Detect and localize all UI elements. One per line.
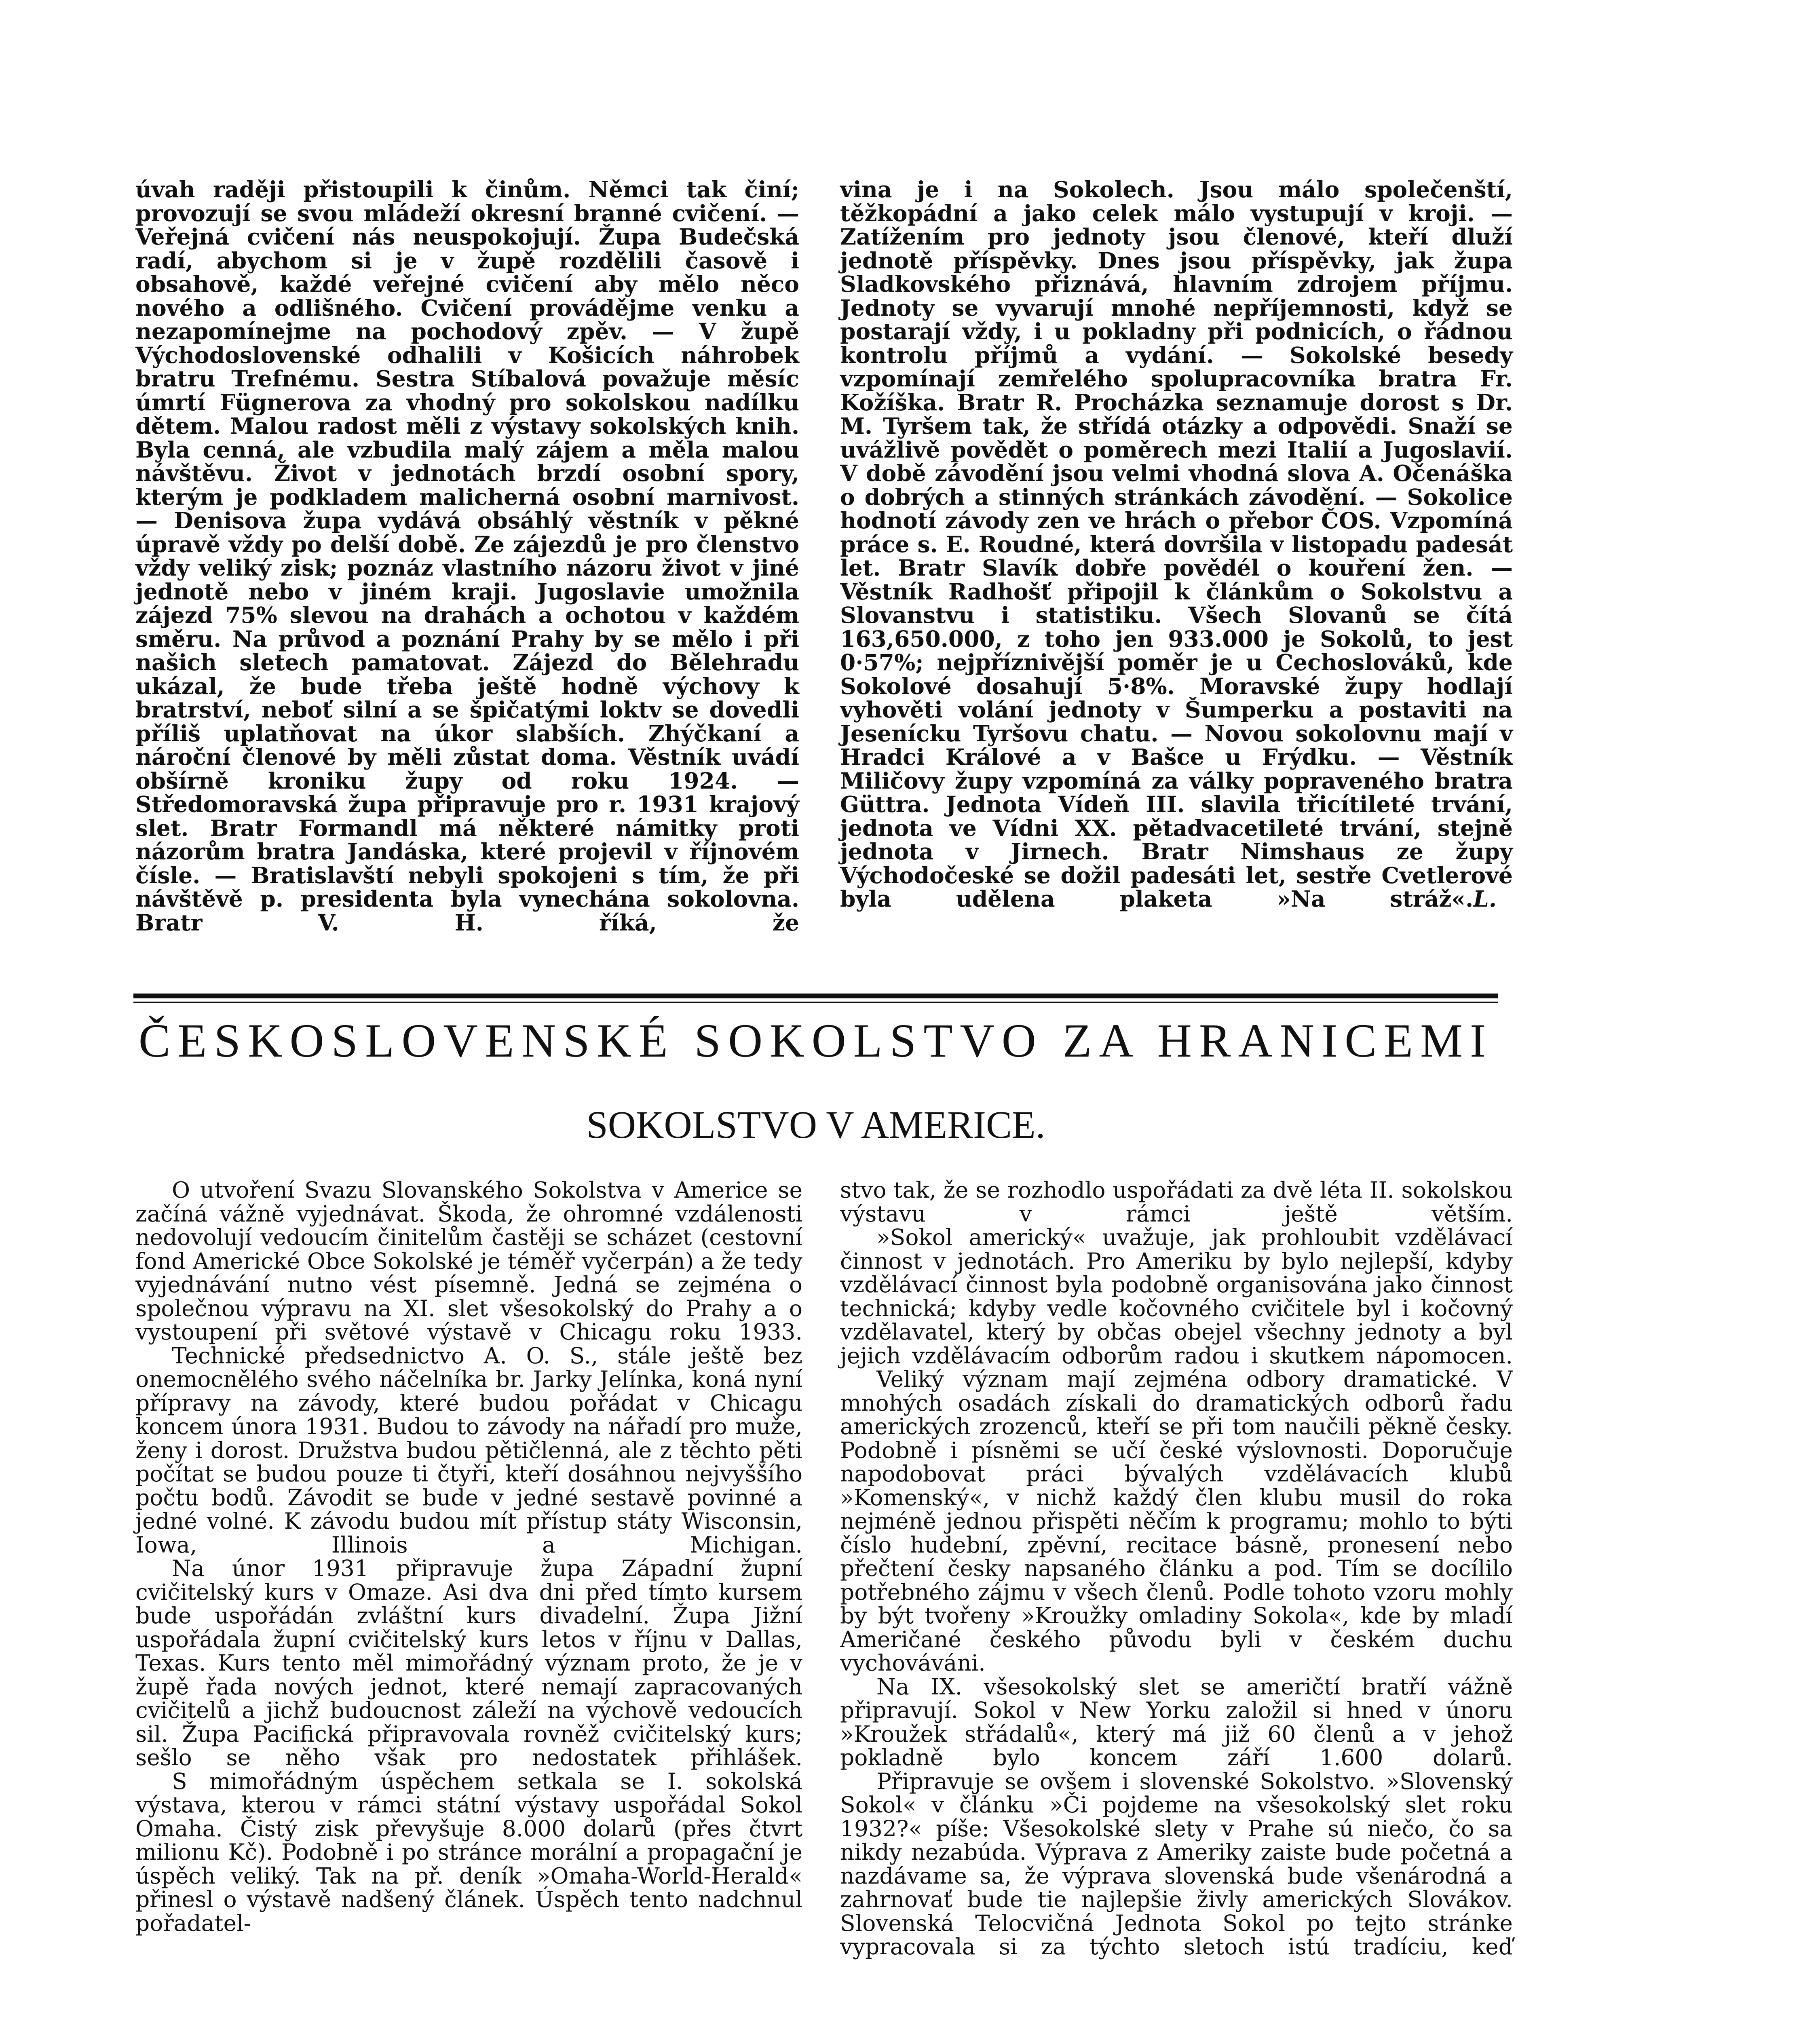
- signature: L.: [1473, 886, 1497, 912]
- section-rule-thick: [133, 994, 1498, 998]
- article-paragraph: Připravuje se ovšem i slovenské Sokolstvo. »Slovenský Sokol« v článku »Či pojdeme na všesokolský slet roku 1932?« píše: Všesokolské slety v Prahe sú niečo, čo sa nikdy nezabúda. Výprava z Ameriky zaiste bude početná a nazdávame sa, že výprava slovenská bude všenárodná a zahrnovať bude tie najlepšie živly amerických Slovákov. Slovenská Telocvičná Jednota Sokol po tejto stránke vypracovala si za týchto sletoch istú tradíciu, keď: [840, 1768, 1513, 1960]
- article-right-column: [840, 1178, 1513, 1959]
- top-right-column: [840, 178, 1513, 911]
- section-rule-thin: [133, 1002, 1498, 1003]
- article-left-column: [135, 1178, 802, 1935]
- top-left-text: úvah raději přistoupili k činům. Němci tak činí; provozují se svou mládeží okresní branné cvičení. — Veřejná cvičení nás neuspokojují. Župa Budečská radí, abychom si je v župě rozdělili časově i obsahově, každé veřejné cvičení aby mělo něco nového a odlišného. Cvičení provádějme venku a nezapomínejme na pochodový zpěv. — V župě Východoslovenské odhalili v Košicích náhrobek bratru Trefnému. Sestra Stíbalová považuje měsíc úmrtí Fügnerova za vhodný pro sokolskou nadílku dětem. Malou radost měli z výstavy sokolských knih. Byla cenná, ale vzbudila malý zájem a měla malou návštěvu. Život v jednotách brzdí osobní spory, kterým je podkladem malicherná osobní marnivost. — Denisova župa vydává obsáhlý věstník v pěkné úpravě vždy po delší době. Ze zájezdů je pro členstvo vždy veliký zisk; poznáz vlastního názoru život v jiné jednotě nebo v jiném kraji. Jugoslavie umožnila zájezd 75% slevou na drahách a ochotou v každém směru. Na průvod a poznání Prahy by se mělo i při našich sletech pamatovat. Zájezd do Bělehradu ukázal, že bude třeba ještě hodně výchovy k bratrství, neboť silní a se špičatými loktv se dovedli příliš uplatňovat na úkor slabších. Zhýčkaní a nároční členové by měli zůstat doma. Věstník uvádí obšírně kroniku župy od roku 1924. — Středomoravská župa připravuje pro r. 1931 krajový slet. Bratr Formandl má některé námitky proti názorům bratra Jandáska, které projevil v říjnovém čísle. — Bratislavští nebyli spokojeni s tím, že při návštěvě p. presidenta byla vynechána sokolovna. Bratr V. H. říká, že: [135, 176, 799, 936]
- top-right-body: vina je i na Sokolech. Jsou málo společenští, těžkopádní a jako celek málo vystupují v kroji. — Zatížením pro jednoty jsou členové, kteří dluží jednotě příspěvky. Dnes jsou příspěvky, jak župa Sladkovského přiznává, hlavním zdrojem příjmu. Jednoty se vyvarují mnohé nepříjemnosti, když se postarají vždy, i u pokladny při podnicích, o řádnou kontrolu příjmů a vydání. — Sokolské besedy vzpomínají zemřelého spolupracovníka bratra Fr. Kožíška. Bratr R. Procházka seznamuje dorost s Dr. M. Tyršem tak, že střídá otázky a odpovědi. Snaží se uvážlivě povědět o poměrech mezi Italií a Jugoslavií. V době závodění jsou velmi vhodná slova A. Očenáška o dobrých a stinných stránkách závodění. — Sokolice hodnotí závody zen ve hrách o přebor ČOS. Vzpomíná práce s. E. Roudné, která dovršila v listopadu padesát let. Bratr Slavík dobře povědél o kouření žen. — Věstník Radhošť připojil k článkům o Sokolstvu a Slovanstvu i statistiku. Všech Slovanů se čítá 163,650.000, z toho jen 933.000 je Sokolů, to jest 0·57%; nejpříznivější poměr je u Čechoslováků, kde Sokolové dosahují 5·8%. Moravské župy hodlají vyhověti volání jednoty v Šumperku a postaviti na Jesenícku Tyršovu chatu. — Novou sokolovnu mají v Hradci Králové a v Bašce u Frýdku. — Věstník Miličovy župy vzpomíná za války popraveného bratra Güttra. Jednota Vídeň III. slavila třicítileté trvání, jednota ve Vídni XX. pětadvacetileté trvání, stejně jednota v Jirnech. Bratr Nimshaus ze župy Východočeské se dožil padesáti let, sestře Cvetlerové byla udělena plaketa »Na stráž«.: [840, 176, 1513, 912]
- article-title: SOKOLSTVO V AMERICE.: [586, 1103, 1045, 1146]
- article-paragraph: S mimořádným úspěchem setkala se I. sokolská výstava, kterou v rámci státní výstavy uspořádal Sokol Omaha. Čistý zisk převyšuje 8.000 dolarů (přes čtvrt milionu Kč). Podobně i po stránce morální a propagační je úspěch veliký. Tak na př. deník »Omaha-World-Herald« přinesl o výstavě nadšený článek. Úspěch tento nadchnul pořadatel-: [135, 1768, 802, 1936]
- article-paragraph: O utvoření Svazu Slovanského Sokolstva v Americe se začíná vážně vyjednávat. Škoda, že ohromné vzdálenosti nedovolují vedoucím činitelům častěji se scházet (cestovní fond Americké Obce Sokolské je téměř vyčerpán) a že tedy vyjednávání nutno vést písemně. Jedná se zejména o společnou výpravu na XI. slet všesokolský do Prahy a o vystoupení při světové výstavě v Chicagu roku 1933.: [135, 1177, 802, 1345]
- article-paragraph: stvo tak, že se rozhodlo uspořádati za dvě léta II. sokolskou výstavu v rámci ještě větším.: [840, 1177, 1513, 1227]
- top-left-column: [135, 178, 799, 935]
- section-heading: ČESKOSLOVENSKÉ SOKOLSTVO ZA HRANICEMI: [138, 1014, 1493, 1067]
- article-paragraph: »Sokol americký« uvažuje, jak prohloubit vzdělávací činnost v jednotách. Pro Ameriku by bylo nejlepší, kdyby vzdělávací činnost byla podobně organisována jako činnost technická; kdyby vedle kočovného cvičitele byl i kočovný vzdělavatel, který by občas obejel všechny jednoty a byl jejich vzdělávacím odborům radou i skutkem nápomocen.: [840, 1224, 1513, 1369]
- article-paragraph: Technické předsednictvo A. O. S., stále ještě bez onemocnělého svého náčelníka br. Jarky Jelínka, koná nyní přípravy na závody, které budou pořádat v Chicagu koncem února 1931. Budou to závody na nářadí pro muže, ženy i dorost. Družstva budou pětičlenná, ale z těchto pěti počítat se budou pouze ti čtyři, kteří dosáhnou nejvyššího počtu bodů. Závodit se bude v jedné sestavě povinné a jedné volné. K závodu budou mít přístup státy Wisconsin, Iowa, Illinois a Michigan.: [135, 1342, 802, 1558]
- article-paragraph: Veliký význam mají zejména odbory dramatické. V mnohých osadách získali do dramatických odborů řadu amerických zrozenců, kteří se při tom naučili pěkně česky. Podobně i písněmi se učí české výslovnosti. Doporučuje napodobovat práci bývalých vzdělávacích klubů »Komenský«, v nichž každý člen klubu musil do roka nejméně jednou přispěti něčím k programu; mohlo to býti číslo hudební, zpěvní, recitace básně, pronesení nebo přečtení česky napsaného článku a pod. Tím se docílilo potřebného zájmu v všech členů. Podle tohoto vzoru mohly by být tvořeny »Kroužky omladiny Sokola«, kde by mladí Američané českého původu byli v českém duchu vychováváni.: [840, 1366, 1513, 1676]
- top-right-text: [840, 178, 1513, 911]
- article-paragraph: Na IX. všesokolský slet se američtí bratří vážně připravují. Sokol v New Yorku založil si hned v únoru »Kroužek střádalů«, který má již 60 členů a v jehož pokladně bylo koncem září 1.600 dolarů.: [840, 1673, 1513, 1770]
- article-paragraph: Na únor 1931 připravuje župa Západní župní cvičitelský kurs v Omaze. Asi dva dni před tímto kursem bude uspořádán zvláštní kurs divadelní. Župa Jižní uspořádala župní cvičitelský kurs letos v říjnu v Dallas, Texas. Kurs tento měl mimořádný význam proto, že je v župě řada nových jednot, které nemají zapracovaných cvičitelů a jichž budoucnost záleží na výchově vedoucích sil. Župa Pacifická připravovala rovněž cvičitelský kurs; sešlo se něho však pro nedostatek přihlášek.: [135, 1555, 802, 1770]
